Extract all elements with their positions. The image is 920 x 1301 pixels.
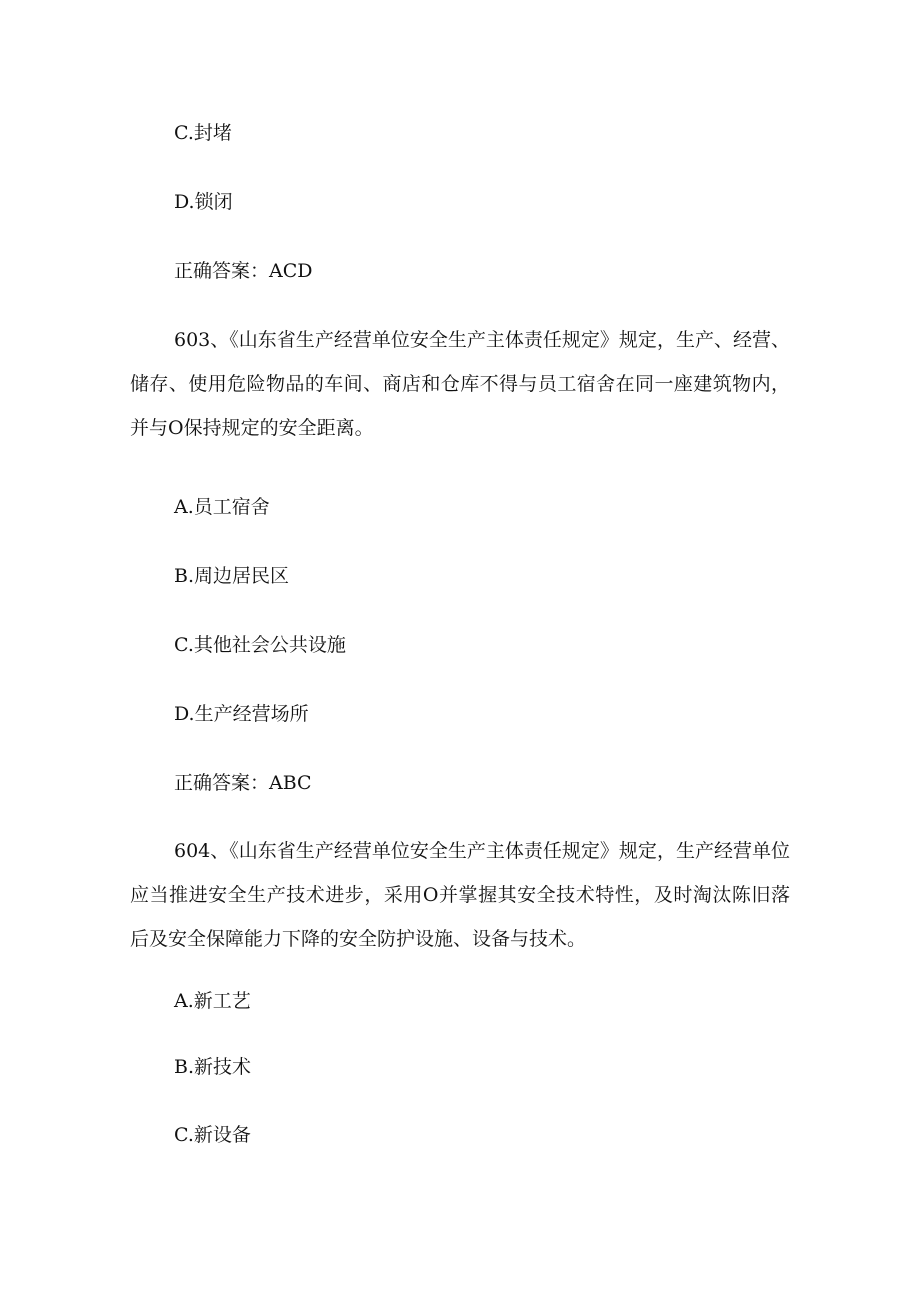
question-604: 604、《山东省生产经营单位安全生产主体责任规定》规定，生产经营单位应当推进安全生产技术进步，采用O并掌握其安全技术特性，及时淘汰陈旧落后及安全保障能力下降的安全防护设施、设备与技术。 [130, 840, 790, 950]
answer-603: 正确答案：ABC [174, 772, 312, 794]
answer-prev: 正确答案：ACD [174, 260, 313, 282]
question-603: 603、《山东省生产经营单位安全生产主体责任规定》规定，生产、经营、储存、使用危险物品的车间、商店和仓库不得与员工宿舍在同一座建筑物内，并与O保持规定的安全距离。 [130, 329, 790, 439]
option-c-prev: C.封堵 [174, 122, 232, 144]
option-b-604: B.新技术 [174, 1056, 252, 1078]
option-a-604: A.新工艺 [174, 990, 251, 1012]
option-c-604: C.新设备 [174, 1124, 251, 1146]
option-d-603: D.生产经营场所 [174, 703, 309, 725]
option-d-prev: D.锁闭 [174, 191, 233, 213]
option-b-603: B.周边居民区 [174, 565, 290, 587]
option-c-603: C.其他社会公共设施 [174, 634, 346, 656]
option-a-603: A.员工宿舍 [174, 496, 270, 518]
